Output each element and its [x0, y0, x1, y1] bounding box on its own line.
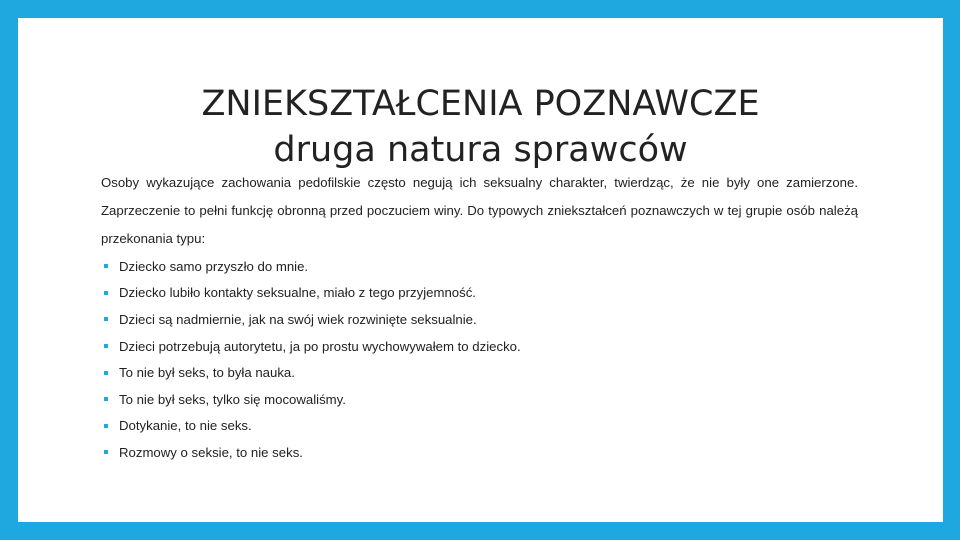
square-bullet-icon [104, 450, 108, 454]
square-bullet-icon [104, 291, 108, 295]
square-bullet-icon [104, 317, 108, 321]
list-item-text: Rozmowy o seksie, to nie seks. [119, 444, 303, 460]
list-item [101, 413, 521, 440]
square-bullet-icon [104, 371, 108, 375]
distortions-list [101, 253, 521, 466]
list-item [101, 359, 521, 386]
list-item [101, 439, 521, 466]
list-item-text: Dotykanie, to nie seks. [119, 418, 252, 434]
list-item-text: Dziecko lubiło kontakty seksualne, miało z tego przyjemność. [119, 285, 476, 301]
list-item-text: Dzieci potrzebują autorytetu, ja po prostu wychowywałem to dziecko. [119, 338, 521, 354]
list-item [101, 306, 521, 333]
square-bullet-icon [104, 264, 108, 268]
list-item [101, 253, 521, 280]
title-line-2: druga natura sprawców [273, 130, 688, 171]
list-item-text: To nie był seks, to była nauka. [119, 365, 295, 381]
list-item [101, 386, 521, 413]
list-item [101, 280, 521, 307]
slide-content [18, 18, 943, 522]
list-item-text: Dziecko samo przyszło do mnie. [119, 258, 309, 274]
title-line-1: ZNIEKSZTAŁCENIA POZNAWCZE [201, 84, 760, 125]
intro-paragraph: Osoby wykazujące zachowania pedofilskie często negują ich seksualny charakter, twierdząc, że nie były one zamierzone. Zaprzeczenie to pełni funkcję obronną przed poczuciem winy. Do typowych zniekształceń poznawczych w tej grupie osób należą przekonania typu: [101, 175, 858, 246]
square-bullet-icon [104, 424, 108, 428]
square-bullet-icon [104, 344, 108, 348]
list-item-text: Dzieci są nadmiernie, jak na swój wiek rozwinięte seksualnie. [119, 311, 477, 327]
slide-title [18, 81, 943, 173]
square-bullet-icon [104, 397, 108, 401]
list-item [101, 333, 521, 360]
list-item-text: To nie był seks, tylko się mocowaliśmy. [119, 391, 346, 407]
